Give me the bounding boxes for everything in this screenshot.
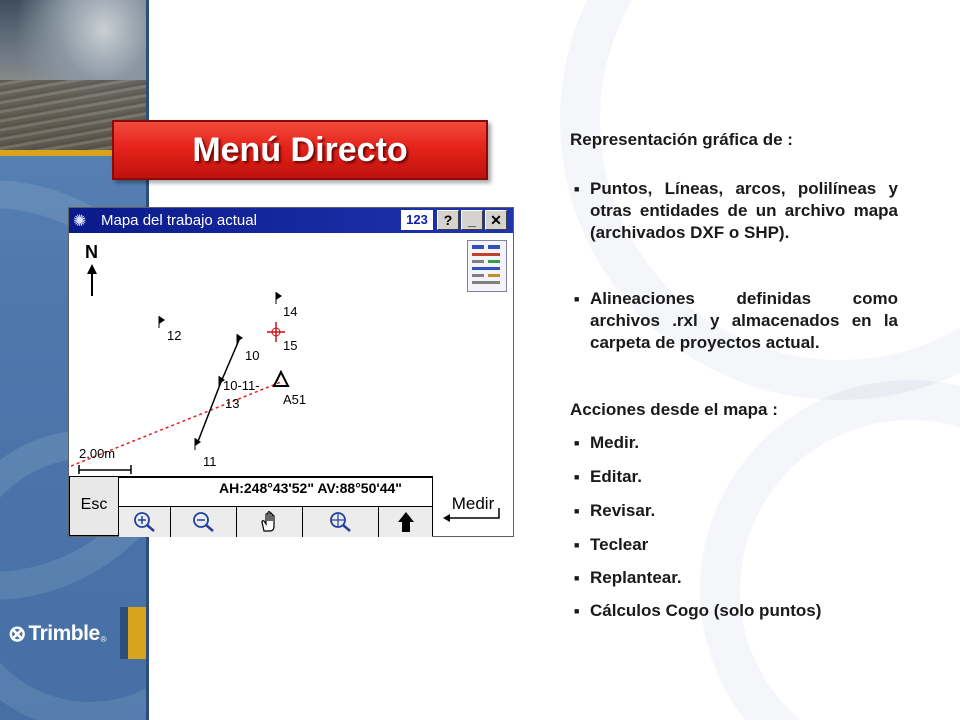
list-item-text: Alineaciones definidas como archivos .rxl y almacenados en la carpeta de proyectos actual.: [590, 289, 898, 352]
bullet-square-icon: ■: [574, 573, 580, 583]
list-item: [570, 288, 900, 354]
device-screen: [68, 207, 514, 537]
station-marker[interactable]: [274, 372, 288, 386]
esc-button[interactable]: Esc: [69, 476, 119, 536]
list-item-text: Replantear.: [590, 568, 682, 587]
bullet-square-icon: ■: [574, 438, 580, 448]
up-button[interactable]: [379, 507, 432, 537]
list-item: [570, 466, 900, 488]
point-label: 10-11-: [223, 378, 260, 393]
zoom-out-icon: [191, 511, 217, 533]
list-item: [570, 534, 900, 556]
point-marker[interactable]: [276, 292, 282, 304]
title-banner: [112, 120, 488, 180]
list-item-text: Editar.: [590, 467, 642, 486]
list-item-text: Revisar.: [590, 501, 656, 520]
up-arrow-icon: [397, 511, 415, 533]
measure-button-label: Medir: [451, 494, 495, 513]
list-item-text: Cálculos Cogo (solo puntos): [590, 601, 822, 620]
logo-trademark: ®: [100, 634, 107, 644]
list-item: [570, 567, 900, 589]
list-item: [570, 500, 900, 522]
point-label: 13: [225, 396, 240, 411]
point-label: 10: [245, 348, 260, 363]
point-label: 11: [203, 454, 217, 469]
scale-bar-icon: [79, 465, 131, 474]
measure-button[interactable]: [432, 476, 513, 536]
logo-bar-gold: [128, 607, 146, 659]
zoom-in-icon: [132, 511, 158, 533]
scale-label: 2.00m: [79, 446, 116, 461]
point-marker[interactable]: [159, 316, 165, 328]
bullet-square-icon: ■: [574, 184, 580, 194]
list-item-text: Medir.: [590, 433, 640, 452]
logo-bar-blue: [120, 607, 128, 659]
bullet-square-icon: ■: [574, 294, 580, 304]
layers-icon[interactable]: [467, 240, 507, 292]
list-item: [570, 432, 900, 454]
point-label: 12: [167, 328, 182, 343]
minimize-button[interactable]: _: [461, 210, 483, 230]
window-title: Mapa del trabajo actual: [101, 212, 257, 229]
input-mode-indicator[interactable]: 123: [401, 210, 433, 230]
pan-button[interactable]: [237, 507, 303, 537]
point-label: 14: [283, 304, 298, 319]
north-arrow-icon: [87, 264, 97, 296]
map-canvas[interactable]: [71, 234, 511, 476]
zoom-out-button[interactable]: [171, 507, 237, 537]
bullet-square-icon: ■: [574, 472, 580, 482]
close-button[interactable]: ✕: [485, 210, 507, 230]
logo-text: Trimble: [28, 622, 100, 645]
list-item-text: Teclear: [590, 535, 649, 554]
help-button[interactable]: ?: [437, 210, 459, 230]
section-heading-representation: Representación gráfica de :: [570, 130, 793, 149]
list-item: [570, 600, 900, 622]
point-label: 15: [283, 338, 298, 353]
window-titlebar: [69, 208, 513, 233]
north-label: N: [85, 242, 98, 262]
bullet-square-icon: ■: [574, 606, 580, 616]
list-item-text: Puntos, Líneas, arcos, polilíneas y otras entidades de un archivo mapa (archivados DXF o SHP).: [590, 179, 898, 242]
angles-readout: AH:248°43'52" AV:88°50'44": [219, 480, 402, 496]
list-item: [570, 178, 900, 244]
bullet-square-icon: ■: [574, 540, 580, 550]
pan-hand-icon: [258, 511, 282, 533]
enter-arrow-icon: [441, 508, 501, 522]
app-icon: ✺: [73, 213, 87, 230]
point-label: A51: [283, 392, 307, 407]
trimble-mark-icon: ⊗: [8, 621, 27, 646]
zoom-extents-icon: [328, 511, 354, 533]
trimble-logo: [8, 618, 107, 650]
section-heading-actions: Acciones desde el mapa :: [570, 400, 778, 419]
bullet-square-icon: ■: [574, 506, 580, 516]
map-toolbar: [119, 506, 432, 536]
slide-title: Menú Directo: [192, 130, 408, 169]
zoom-extents-button[interactable]: [303, 507, 379, 537]
zoom-in-button[interactable]: [119, 507, 171, 537]
